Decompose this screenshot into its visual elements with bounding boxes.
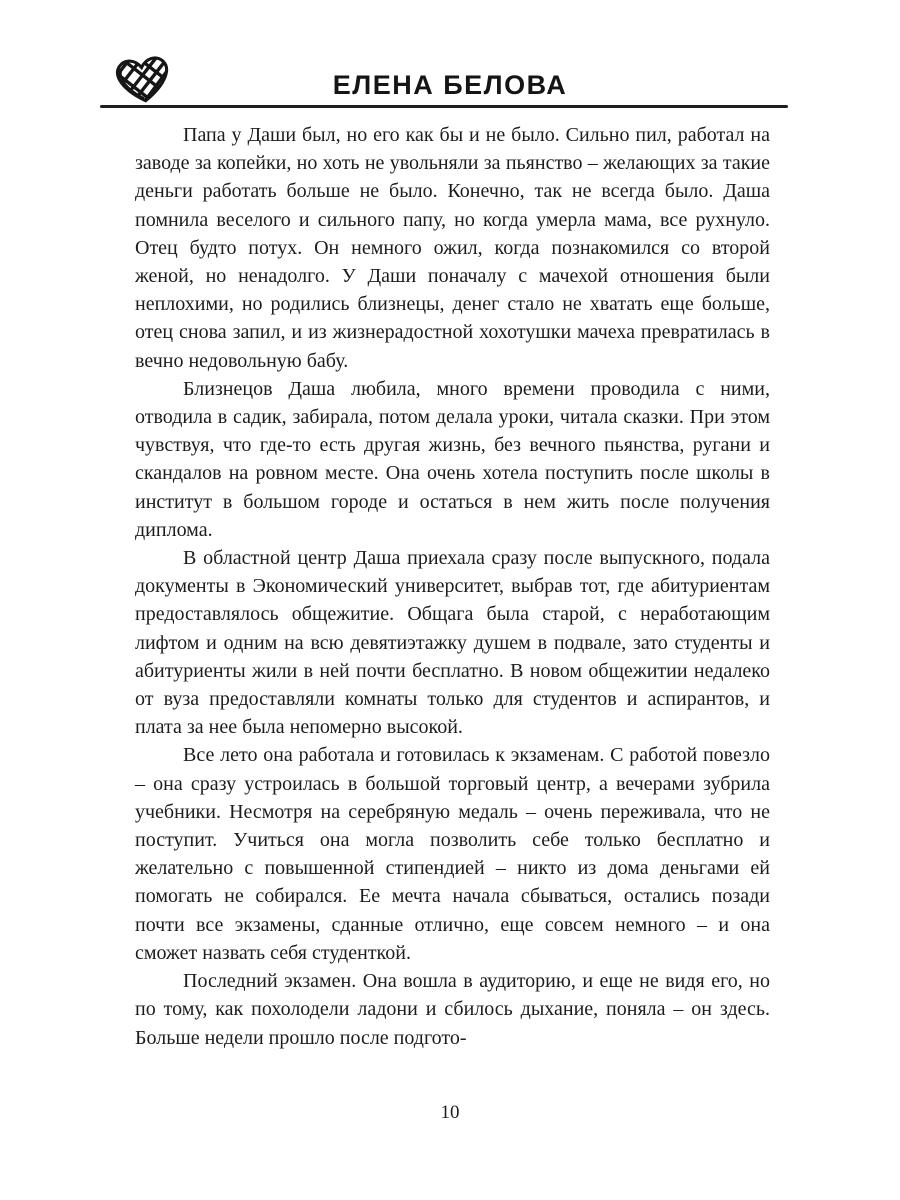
paragraph: Папа у Даши был, но его как бы и не было. Сильно пил, работал на заводе за копейки, но хоть не увольняли за пьянство – желающих за такие деньги работать больше не было. Конечно, так не всегда было. Даша помнила веселого и сильного папу, но когда умерла мама, все рухнуло. Отец будто потух. Он немного ожил, когда познакомился со второй женой, но ненадолго. У Даши поначалу с мачехой отношения были неплохими, но родились близнецы, денег стало не хватать еще больше, отец снова запил, и из жизнерадостной хохотушки мачеха превратилась в вечно недовольную бабу. [135, 124, 770, 372]
author-header: ЕЛЕНА БЕЛОВА [332, 70, 568, 100]
paragraph: Все лето она работала и готовилась к экзаменам. С работой повезло – она сразу устроилась в большой торговый центр, а вечерами зубрила учебники. Несмотря на серебряную медаль – очень переживала, что не поступит. Учиться она могла позволить себе только бесплатно и желательно с повышенной стипендией – никто из дома деньгами ей помогать не собирался. Ее мечта начала сбываться, остались позади почти все экзамены, сданные отлично, еще совсем немного – и она сможет назвать себя студенткой. [135, 744, 770, 964]
page-number: 10 [440, 1102, 460, 1123]
paragraph: Близнецов Даша любила, много времени проводила с ними, отводила в садик, забирала, потом делала уроки, читала сказки. При этом чувствуя, что где-то есть другая жизнь, без вечного пьянства, ругани и скандалов на ровном месте. Она очень хотела поступить после школы в институт в большом городе и остаться в нем жить после получения диплома. [135, 377, 770, 541]
paragraph: Последний экзамен. Она вошла в аудиторию, и еще не видя его, но по тому, как похолодели ладони и сбилось дыхание, поняла – он здесь. Больше недели прошло после подгото- [135, 970, 770, 1049]
paragraph: В областной центр Даша приехала сразу после выпускного, подала документы в Экономический университет, выбрав тот, где абитуриентам предоставлялось общежитие. Общага была старой, с неработающим лифтом и одним на всю девятиэтажку душем в подвале, зато студенты и абитуриенты жили в ней почти бесплатно. В новом общежитии недалеко от вуза предоставляли комнаты только для студентов и аспирантов, и плата за нее была непомерно высокой. [135, 547, 770, 739]
header-rule [100, 105, 788, 108]
page-header [0, 0, 900, 112]
body-text [135, 121, 770, 1052]
